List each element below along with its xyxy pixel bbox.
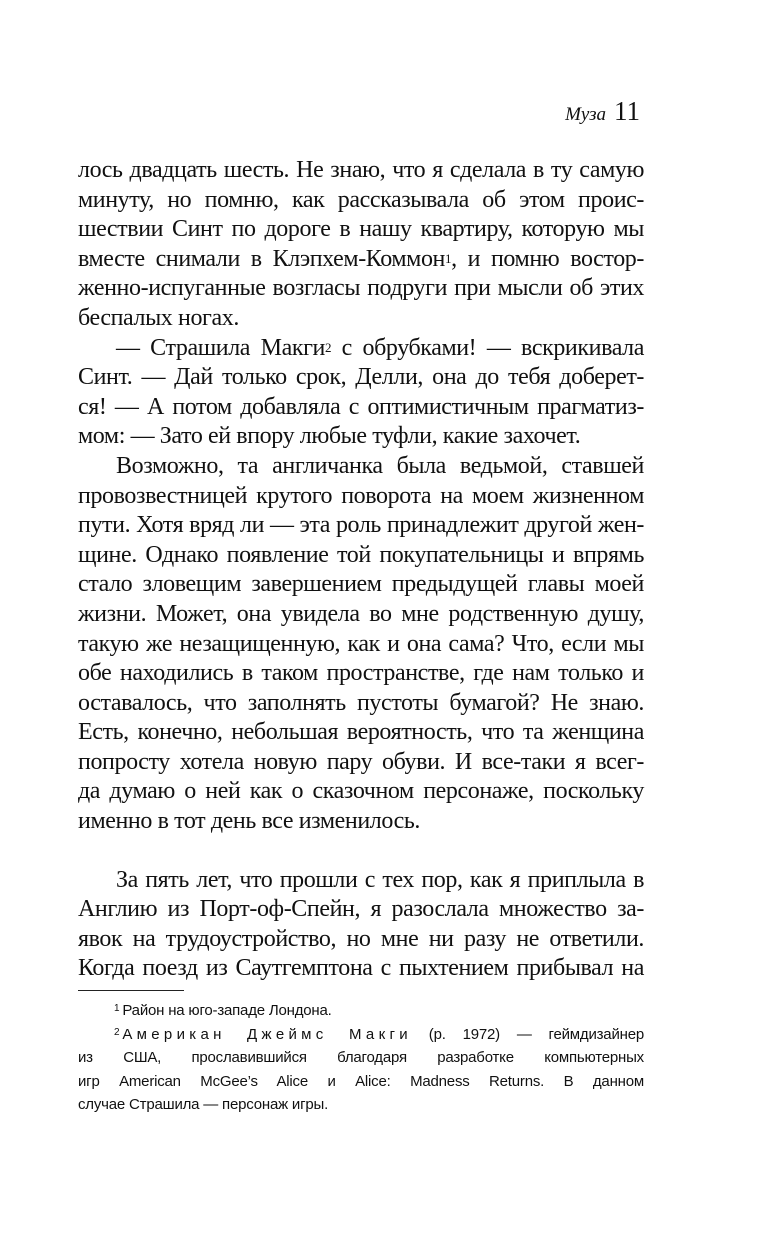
text-line: явок на трудоустройство, но мне ни разу не ответили. bbox=[78, 925, 644, 952]
footnote-text: (р. 1972) — геймдизайнер bbox=[411, 1025, 644, 1043]
footnotes bbox=[78, 999, 644, 1117]
text-line: Синт. — Дай только срок, Делли, она до тебя доберет- bbox=[78, 364, 644, 391]
footnote-marker: 1 bbox=[114, 1003, 120, 1014]
text-line: щине. Однако появление той покупательницы и впрямь bbox=[78, 541, 644, 568]
footnote-1 bbox=[78, 999, 644, 1023]
text-line: шествии Синт по дороге в нашу квартиру, которую мы bbox=[78, 216, 644, 243]
page-number: 11 bbox=[614, 96, 640, 126]
text-line: пути. Хотя вряд ли — эта роль принадлежит другой жен- bbox=[78, 512, 644, 539]
footnote-ref-2[interactable]: 2 bbox=[324, 339, 332, 355]
paragraph-3 bbox=[78, 452, 644, 837]
text-line: такую же незащищенную, как и она сама? Что, если мы bbox=[78, 630, 644, 657]
footnote-line: случае Страшила — персонаж игры. bbox=[78, 1096, 329, 1113]
text-line bbox=[78, 245, 644, 275]
footnote-name: Американ Джеймс Макги bbox=[122, 1025, 412, 1043]
paragraph-1 bbox=[78, 156, 644, 334]
text-segment: , и помню востор- bbox=[451, 245, 644, 272]
footnote-text: Район на юго-западе Лондона. bbox=[122, 1002, 332, 1019]
text-segment: — Страшила Макги bbox=[116, 334, 325, 361]
text-line bbox=[78, 334, 644, 364]
footnote-line: игр American McGee’s Alice и Alice: Madness Returns. В данном bbox=[78, 1072, 644, 1090]
text-line: мом: — Зато ей впору любые туфли, какие захочет. bbox=[78, 423, 581, 450]
text-segment: вместе снимали в Клэпхем-Коммон bbox=[78, 245, 445, 272]
footnote-ref-1[interactable]: 1 bbox=[444, 250, 452, 266]
text-line: ся! — А потом добавляла с оптимистичным прагматиз- bbox=[78, 393, 644, 420]
text-line: женно-испуганные возгласы подруги при мысли об этих bbox=[78, 275, 644, 302]
text-line: стало зловещим завершением предыдущей главы моей bbox=[78, 571, 644, 598]
text-line: Англию из Порт-оф-Спейн, я разослала множество за- bbox=[78, 896, 644, 923]
text-line: провозвестницей крутого поворота на моем жизненном bbox=[78, 482, 644, 509]
running-head bbox=[565, 96, 640, 127]
running-head-title: Муза bbox=[565, 104, 606, 125]
footnote-line: из США, прославившийся благодаря разработке компьютерных bbox=[78, 1049, 644, 1066]
text-line: жизни. Может, она увидела во мне родственную душу, bbox=[78, 600, 644, 627]
text-line: да думаю о ней как о сказочном персонаже, поскольку bbox=[78, 778, 644, 805]
text-segment: с обрубками! — вскрикивала bbox=[331, 334, 644, 361]
paragraph-2 bbox=[78, 334, 644, 452]
paragraph-4 bbox=[78, 866, 644, 984]
footnote-line bbox=[78, 1023, 644, 1047]
text-line: За пять лет, что прошли с тех пор, как я приплыла в bbox=[116, 866, 644, 893]
text-line: оставалось, что заполнять пустоты бумагой? Не знаю. bbox=[78, 689, 644, 716]
text-line: минуту, но помню, как рассказывала об этом проис- bbox=[78, 186, 644, 213]
text-line: Есть, конечно, небольшая вероятность, что та женщина bbox=[78, 719, 644, 746]
text-line: Возможно, та англичанка была ведьмой, ставшей bbox=[116, 452, 644, 479]
footnote-2 bbox=[78, 1023, 644, 1117]
text-line: обе находились в таком пространстве, где нам только и bbox=[78, 660, 644, 687]
text-line: именно в тот день все изменилось. bbox=[78, 808, 420, 835]
footnote-line bbox=[78, 999, 644, 1023]
text-line: лось двадцать шесть. Не знаю, что я сделала в ту самую bbox=[78, 157, 644, 183]
text-line: попросту хотела новую пару обуви. И все-таки я всег- bbox=[78, 748, 644, 775]
section-break bbox=[78, 837, 644, 866]
footnote-marker: 2 bbox=[114, 1026, 120, 1038]
body-text bbox=[78, 156, 644, 984]
footnote-separator bbox=[78, 990, 184, 991]
text-line: беспалых ногах. bbox=[78, 304, 239, 331]
text-line: Когда поезд из Саутгемптона с пыхтением прибывал на bbox=[78, 955, 644, 982]
